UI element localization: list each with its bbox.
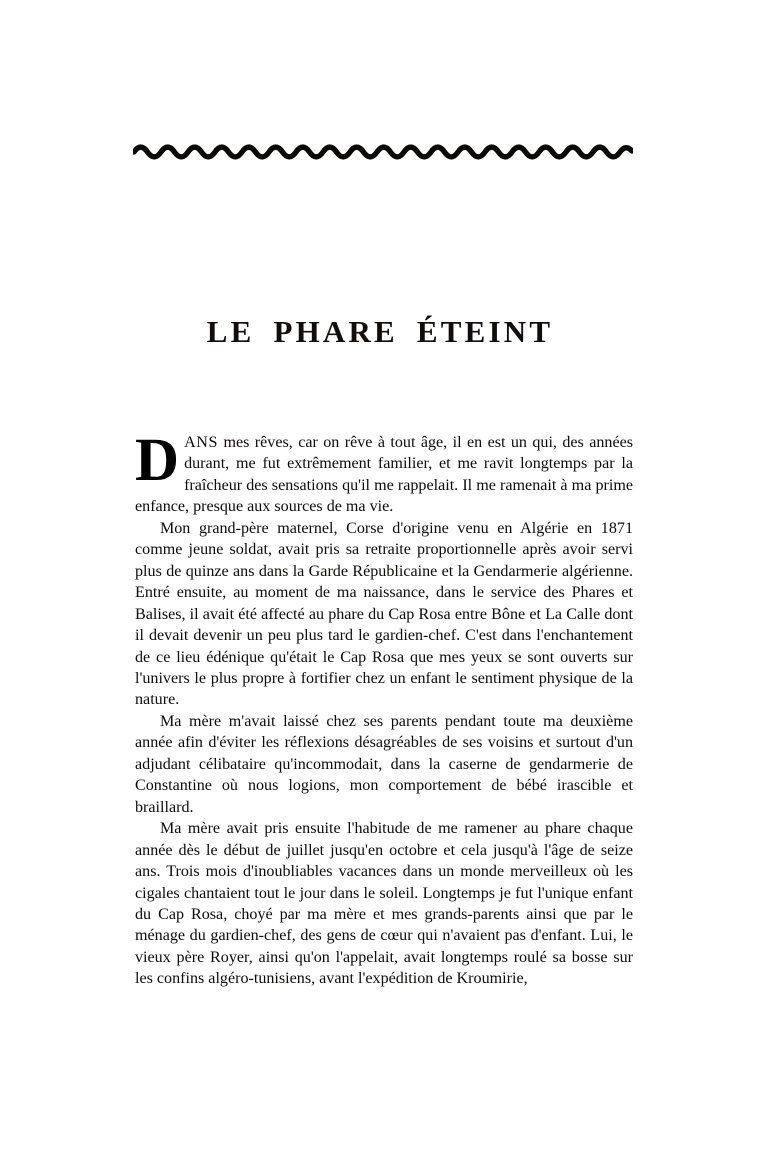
zigzag-rule-ornament <box>133 139 633 161</box>
paragraph-1-text: mes rêves, car on rêve à tout âge, il en est un qui, des années durant, me fut extrêmement familier, et me ravit longtemps par la fraîcheur des sensations qu'il me rappelait. Il me ramenait à ma prime enfance, presque aux sources de ma vie. <box>135 434 633 516</box>
chapter-title: LE PHARE ÉTEINT <box>206 313 554 349</box>
paragraph-2: Mon grand-père maternel, Corse d'origine venu en Algérie en 1871 comme jeune soldat, avait pris sa retraite proportionnelle après avoir servi plus de quinze ans dans la Garde Républicaine et la Gendarmerie algérienne. Entré ensuite, au moment de ma naissance, dans le service des Phares et Balises, il avait été affecté au phare du Cap Rosa entre Bône et La Calle dont il devait devenir un peu plus tard le gardien-chef. C'est dans l'enchantement de ce lieu édénique qu'était le Cap Rosa que mes yeux se sont ouverts sur l'univers le plus propre à fortifier chez un enfant le sentiment physique de la nature. <box>135 519 633 709</box>
opening-small-caps: ANS <box>184 434 219 451</box>
paragraph-1 <box>135 427 633 518</box>
paragraph-3: Ma mère m'avait laissé chez ses parents pendant toute ma deuxième année afin d'éviter les réflexions désagréables de ses voisins et surtout d'un adjudant célibataire qu'incommodait, dans la caserne de gendarmerie de Constantine où nous logions, mon comportement de bébé irascible et braillard. <box>135 712 633 816</box>
drop-cap-letter: D <box>135 427 180 494</box>
paragraph-4: Ma mère avait pris ensuite l'habitude de me ramener au phare chaque année dès le début de juillet jusqu'en octobre et cela jusqu'à l'âge de seize ans. Trois mois d'inoubliables vacances dans un monde merveilleux où les cigales chantaient tout le jour dans le soleil. Longtemps je fut l'unique enfant du Cap Rosa, choyé par ma mère et mes grands-parents ainsi que par le ménage du gardien-chef, des gens de cœur qui n'avaient pas d'enfant. Lui, le vieux père Royer, ainsi qu'on l'appelait, avait longtemps roulé sa bosse sur les confins algéro-tunisiens, avant l'expédition de Kroumirie, <box>135 820 633 988</box>
body-text-block <box>135 427 633 990</box>
